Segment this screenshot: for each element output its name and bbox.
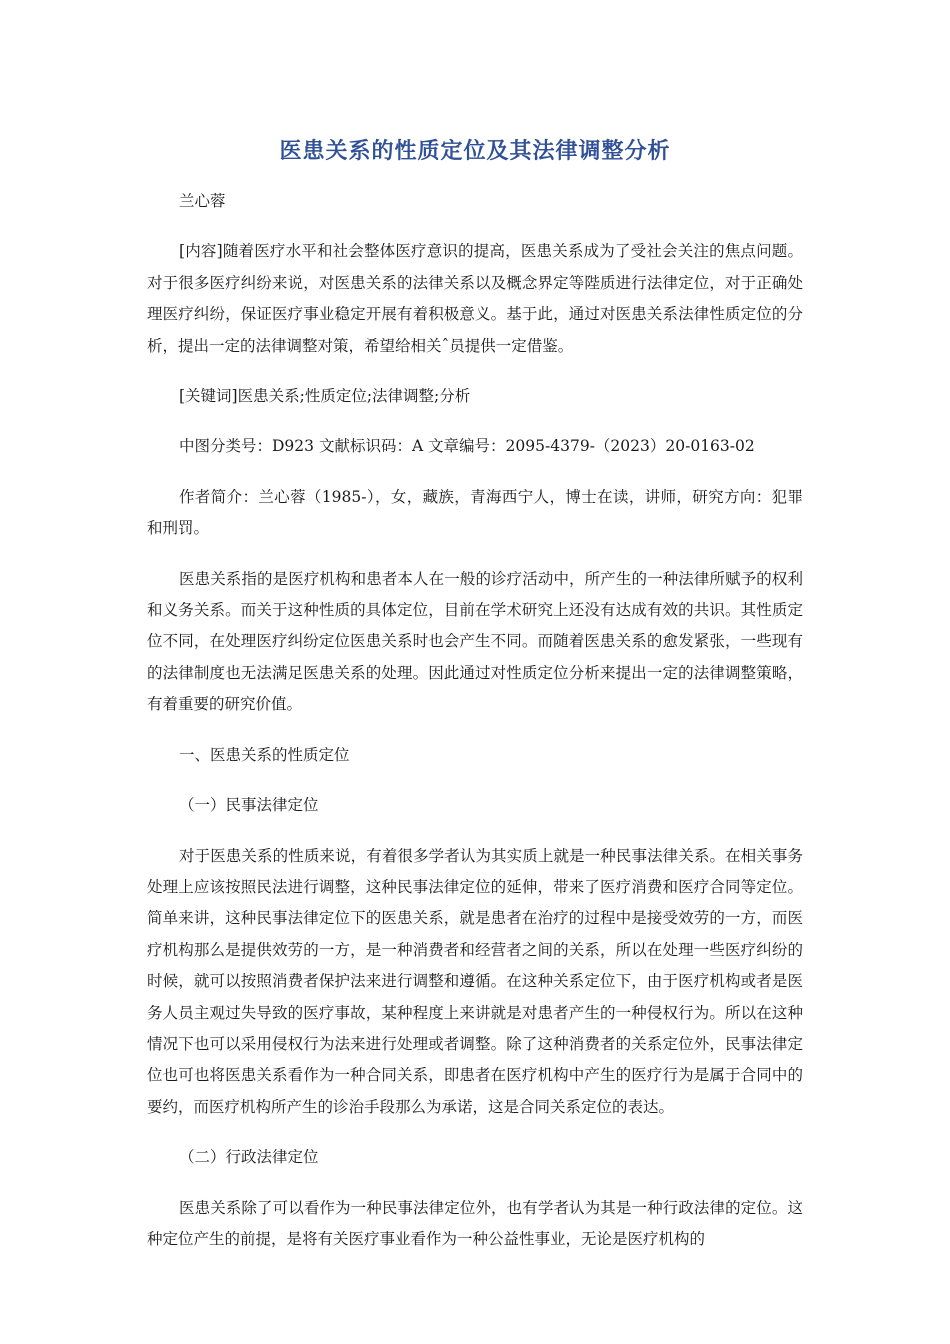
abstract-paragraph: [内容]随着医疗水平和社会整体医疗意识的提高，医患关系成为了受社会关注的焦点问题。对于很多医疗纠纷来说，对医患关系的法律关系以及概念界定等陛质进行法律定位，对于正确处理医疗纠纷，保证医疗事业稳定开展有着积极意义。基于此，通过对医患关系法律性质定位的分析，提出一定的法律调整对策，希望给相关ˆ员提供一定借鉴。 (147, 242, 803, 355)
intro-paragraph: 医患关系指的是医疗机构和患者本人在一般的诊疗活动中，所产生的一种法律所赋予的权利和义务关系。而关于这种性质的具体定位，目前在学术研究上还没有达成有效的共识。其性质定位不同，在处理医疗纠纷定位医患关系时也会产生不同。而随着医患关系的愈发紧张，一些现有的法律制度也无法满足医患关系的处理。因此通过对性质定位分析来提出一定的法律调整策略，有着重要的研究价值。 (147, 569, 803, 714)
subsection-2-body: 医患关系除了可以看作为一种民事法律定位外，也有学者认为其是一种行政法律的定位。这种定位产生的前提，是将有关医疗事业看作为一种公益性事业，无论是医疗机构的 (147, 1198, 803, 1248)
subsection-heading-2: （二）行政法律定位 (179, 1148, 319, 1167)
section-heading-1: 一、医患关系的性质定位 (179, 745, 350, 764)
subsection-1-body: 对于医患关系的性质来说，有着很多学者认为其实质上就是一种民事法律关系。在相关事务处理上应该按照民法进行调整，这种民事法律定位的延伸，带来了医疗消费和医疗合同等定位。简单来讲，这种民事法律定位下的医患关系，就是患者在治疗的过程中是接受效劳的一方，而医疗机构那么是提供效劳的一方，是一种消费者和经营者之间的关系，所以在处理一些医疗纠纷的时候，就可以按照消费者保护法来进行调整和遵循。在这种关系定位下，由于医疗机构或者是医务人员主观过失导致的医疗事故，某种程度上来讲就是对患者产生的一种侵权行为。所以在这种情况下也可以采用侵权行为法来进行处理或者调整。除了这种消费者的关系定位外，民事法律定位也可也将医患关系看作为一种合同关系，即患者在医疗机构中产生的医疗行为是属于合同中的要约，而医疗机构所产生的诊治手段那么为承诺，这是合同关系定位的表达。 (147, 846, 803, 1116)
document-title: 医患关系的性质定位及其法律调整分析 (279, 139, 671, 164)
document-body (147, 186, 803, 1274)
keywords-line: [关键词]医患关系;性质定位;法律调整;分析 (179, 387, 471, 406)
author-name: 兰心蓉 (179, 192, 226, 210)
subsection-heading-1: （一）民事法律定位 (179, 796, 319, 815)
classification-line: 中图分类号：D923 文献标识码：A 文章编号：2095-4379-（2023）20-0163-02 (179, 437, 755, 456)
author-bio-paragraph: 作者简介：兰心蓉（1985-），女，藏族，青海西宁人，博士在读，讲师，研究方向：犯罪和刑罚。 (147, 487, 803, 538)
